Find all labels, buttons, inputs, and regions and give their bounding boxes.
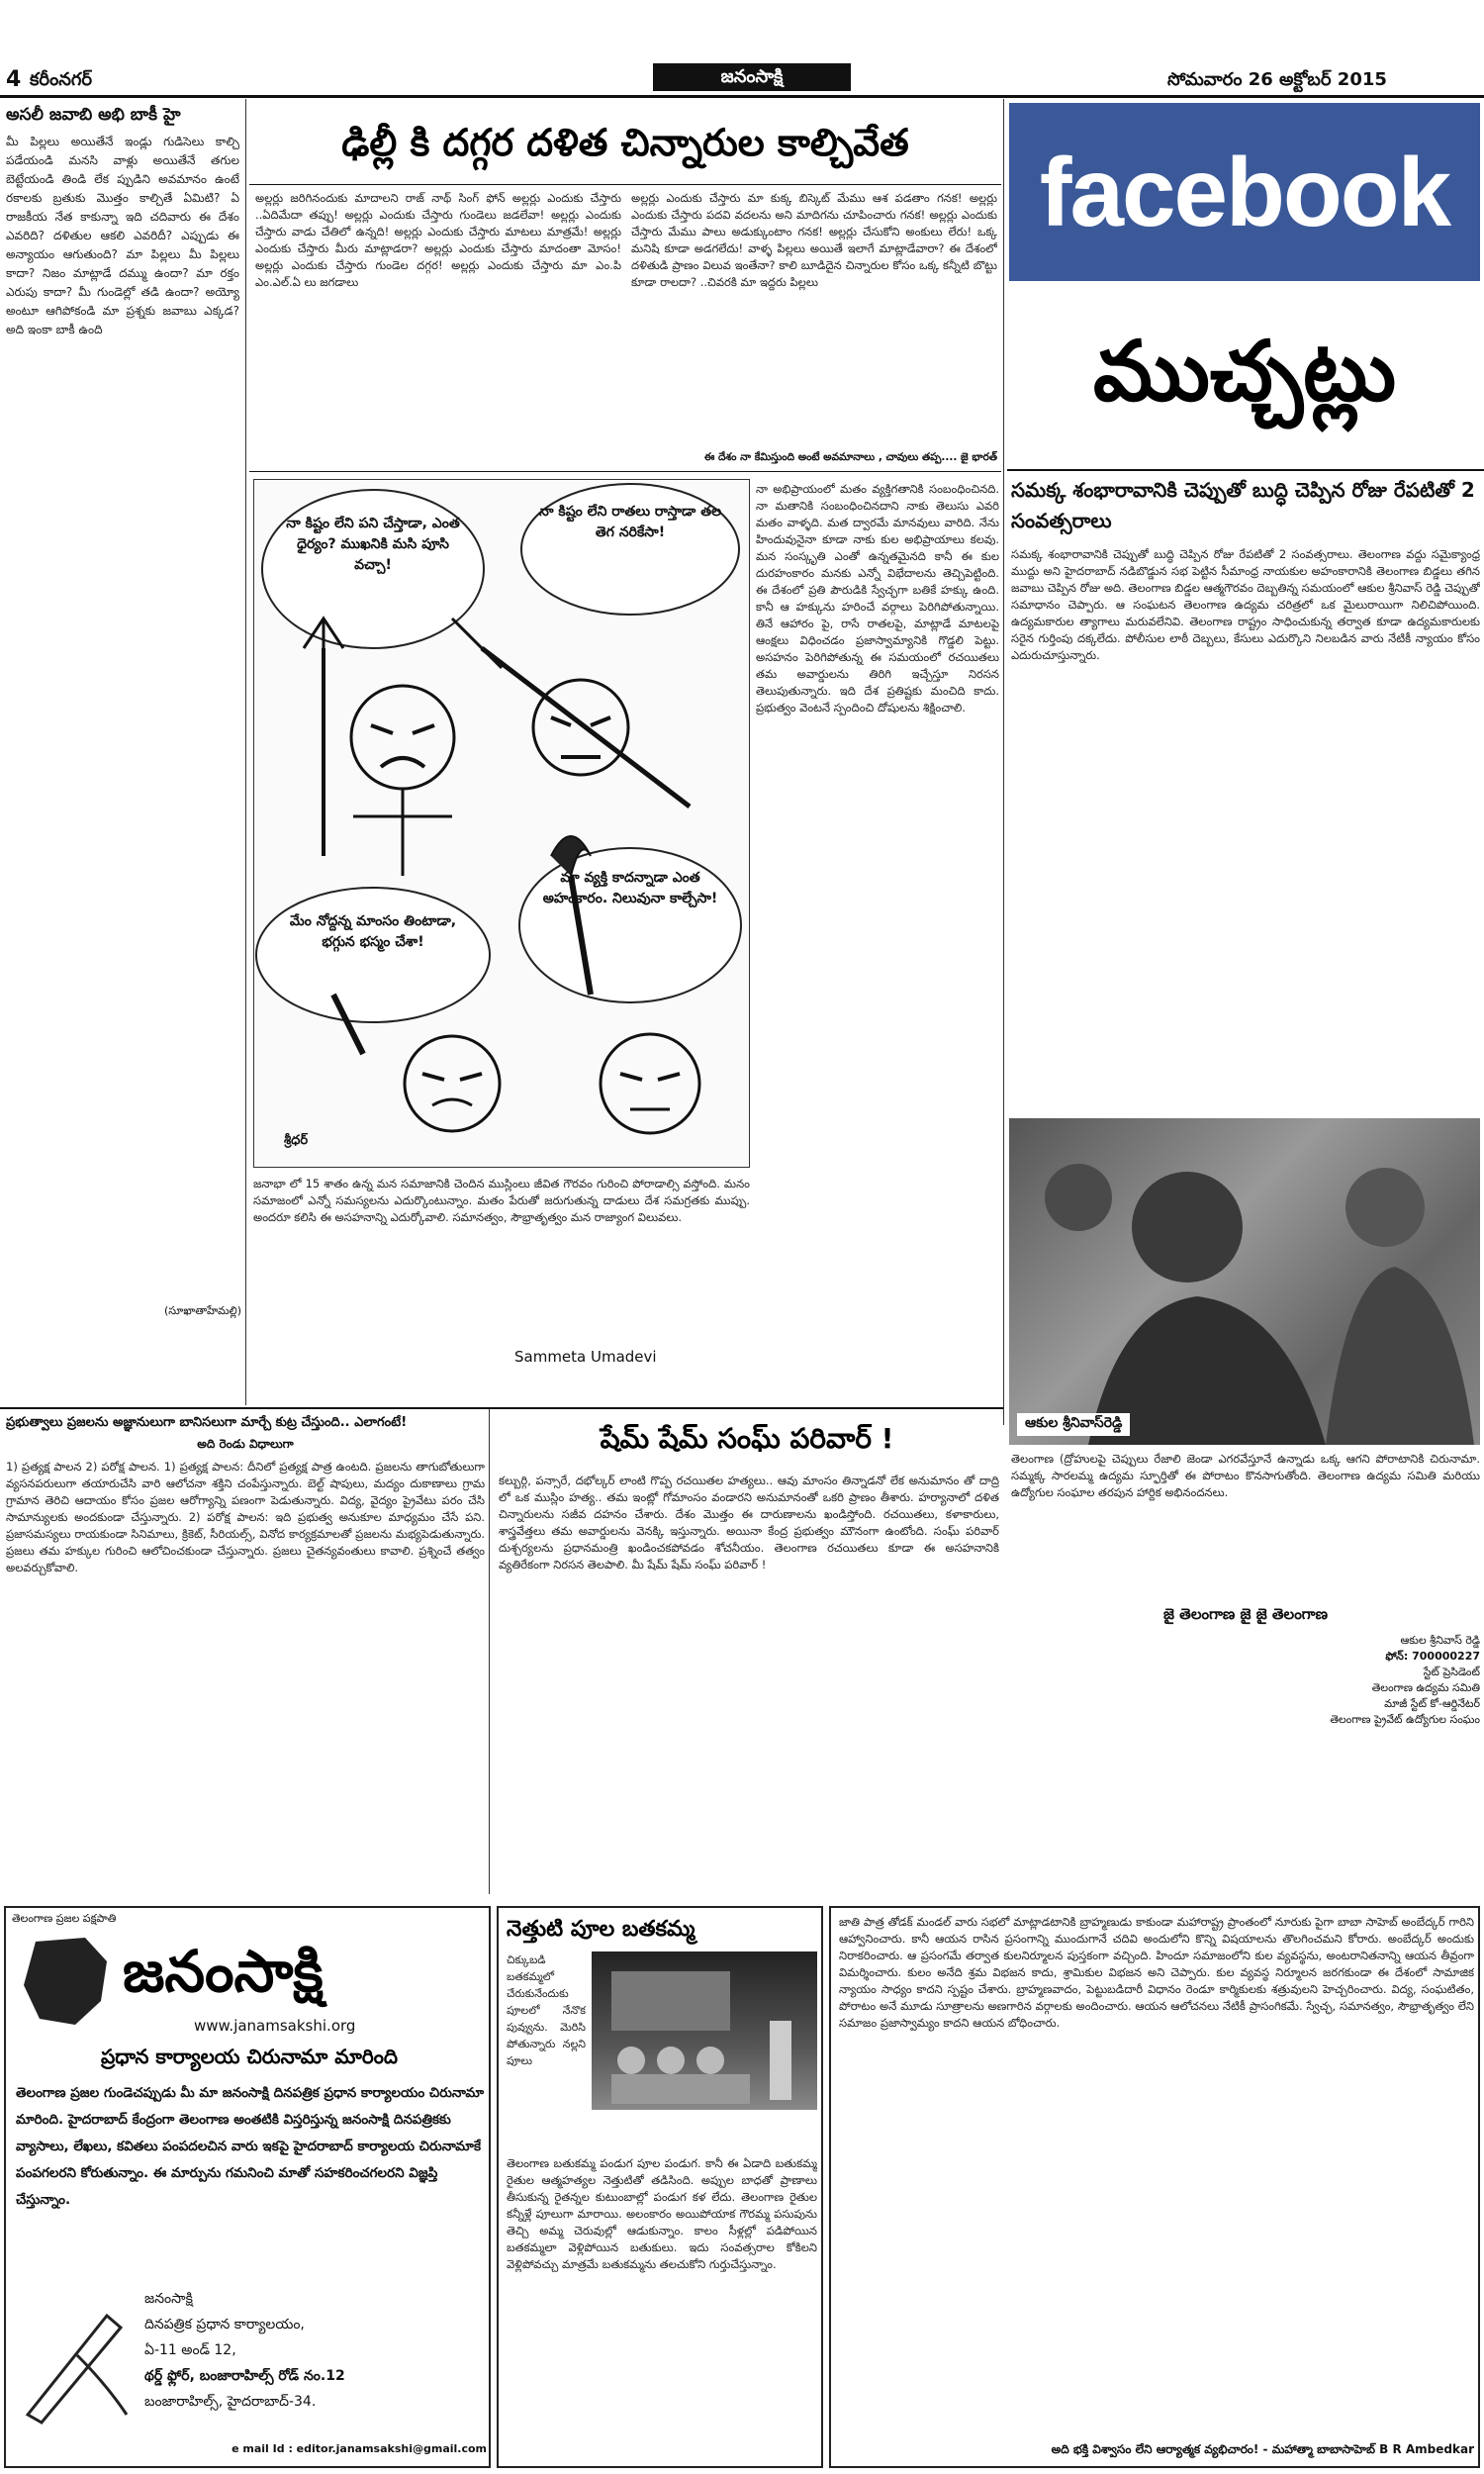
center-divider <box>1003 99 1004 1425</box>
samakka-signature <box>1227 1633 1480 1728</box>
photo-silhouette <box>1009 1118 1480 1445</box>
ad-address-line-5: బంజారాహిల్స్, హైదరాబాద్-34. <box>144 2394 317 2410</box>
page-number: 4 <box>6 67 22 92</box>
signature-line-4: తెలంగాణ ఉద్యమ సమితి <box>1371 1681 1480 1694</box>
signature-line-5: మాజీ స్టేట్ కో-ఆర్డినేటర్ <box>1384 1697 1480 1710</box>
cartoon-bubble-2: నా కిష్టం లేని రాతలు రాస్తాడా తల తెగ నరికేసా! <box>538 504 722 540</box>
top-article-col2: అల్లర్లు ఎందుకు చేస్తారు మా కుక్క బిస్కెట్ మేము ఆశ పడతాం గనక! అల్లర్లు ఎందుకు చేస్తారు పదవి వదలను అని మాదిగను చూపించారు గనక! అల్లర్లు ఎందుకు చేస్తారు మేము పాలు అడుక్కుంటాం గనక! అల్లర్లు చేసుకోని అంకులు లేరు! ఒక్క మనిషి కూడా అడగలేదు! వాళ్ళ పిల్లలు అయితే ఇలాగే మాట్లాడేవారా? ఈ దేశంలో దళితుడి ప్రాణం విలువ ఇంతేనా? కాలి బూడిదైన చిన్నారుల కోసం ఒక్క కన్నీటి బొట్టు కూడా రాలదా? ..చివరకి మా ఇద్దరు పిల్లలు <box>631 191 997 289</box>
lower-divider <box>489 1409 490 1894</box>
ad-top-tag: తెలంగాణ ప్రజల పక్షపాతి <box>12 1912 117 1925</box>
ad-headline: ప్రధాన కార్యాలయ చిరునామా మారింది <box>100 2045 398 2068</box>
facebook-logo: facebook <box>1009 103 1480 281</box>
cartoon-bubble-3: మేం నోద్దన్న మాంసం తింటాడా, భగ్గున భస్మం చేశా! <box>289 913 457 950</box>
headline-rule <box>249 184 1001 185</box>
ambedkar-article <box>829 1906 1480 2468</box>
signature-line-6: తెలంగాణ ప్రైవేట్ ఉద్యోగుల సంఘం <box>1330 1713 1480 1726</box>
signature-line-1: ఆకుల శ్రీనివాస్ రెడ్డి <box>1400 1634 1480 1647</box>
ad-email[interactable]: e mail Id : editor.janamsakshi@gmail.com <box>232 2442 487 2455</box>
sangh-headline: షేమ్ షేమ్ సంఘ్ పరివార్ ! <box>600 1422 894 1455</box>
top-article-tagline: ఈ దేశం నా కేమిస్తుంది అంటే అవమానాలు , చావులు తప్ప.... జై భారత్ <box>703 451 997 463</box>
bathukamma-headline: నెత్తుటి పూల బతకమ్మ <box>507 1917 696 1942</box>
facebook-rule <box>1007 469 1484 471</box>
srinivas-reddy-photo <box>1009 1118 1480 1445</box>
samakka-text-2: తెలంగాణ (ద్రోహులపై చెప్పులు రేజాలి జెండా ఎగరవేస్తూనే ఉన్నాడు ఒక్క ఆగని పోరాటానికి చిరునామా. సమ్మక్క సారలమ్మ ఉద్యమ స్ఫూర్తితో ఈ పోరాటం కొనసాగుతోంది. తెలంగాణ ఉద్యమ సమితి మరియు ఉద్యోగుల సంఘాల తరపున హార్దిక అభినందనలు. <box>1011 1452 1480 1499</box>
paper-name: జనంసాక్షి <box>720 66 784 87</box>
main-headline: ఢిల్లీ కి దగ్గర దళిత చిన్నారుల కాల్చివేత <box>341 121 909 164</box>
bottom-left-headline: ప్రభుత్వాలు ప్రజలను అజ్ఞానులుగా బానిసలుగా మార్చే కుట్ర చేస్తుంది.. ఎలాగంటే! <box>6 1415 408 1430</box>
left-column-divider <box>245 99 246 1405</box>
paper-logo-small <box>653 63 851 91</box>
ad-brand: జనంసాక్షి <box>123 1938 324 2005</box>
ad-address-line-3: ఏ-11 అండ్ 12, <box>144 2342 236 2358</box>
samakka-headline: సమక్క శంభారావానికి చెప్పుతో బుద్ధి చెప్పిన రోజు రేపటితో 2 సంవత్సరాలు <box>1011 478 1475 532</box>
top-article-rule <box>249 471 1001 472</box>
left-column-signature: (సూఖాతాహేమల్లి) <box>164 1304 241 1317</box>
signature-line-2: ఫోన్: 700000227 <box>1385 1650 1480 1663</box>
photo-caption: ఆకుల శ్రీనివాస్‌రెడ్డి <box>1017 1413 1130 1436</box>
bathukamma-intro: చిక్కుబడి బతకమ్మలో చేరుకునేందుకు పూలలో నేనొక పువ్వును. మెరిసి పోతున్నారు నల్లని పూలు <box>507 1953 586 2067</box>
left-column-title: అసలీ జవాబి అభి బాకీ హై <box>6 105 181 125</box>
pen-hand-icon <box>18 2296 137 2425</box>
middle-article-text: నా అభిప్రాయంలో మతం వ్యక్తిగతానికి సంబంధించినది. నా మతానికి సంబంధించినదాని నాకు తెలుసు ఎవరి మతం వాళ్ళది. మత ద్వారమే మానవులు వారిది. నేను హిందువునైనా కూడా నాకు కుల అభిప్రాయాలు కలవు. మన సంస్కృతి ఎంతో ఉన్నతమైనది కానీ ఈ కుల దురహంకారం మనకు ఎన్నో విభేదాలను తెచ్చిపెట్టింది. ఈ దేశంలో ప్రతి పౌరుడికి స్వేచ్ఛగా బతికే హక్కు ఉంది. కానీ ఆ హక్కును హరించే వర్గాలు పెరిగిపోతున్నాయి. తినే ఆహారం పై, రాసే రాతలపై, మాట్లాడే మాటలపై ఆంక్షలు విధించడం ప్రజాస్వామ్యానికి గొడ్డలి పెట్టు. అసహనం పెరిగిపోతున్న ఈ సమయంలో రచయితలు తమ అవార్డులను తిరిగి ఇచ్చేస్తూ నిరసన తెలుపుతున్నారు. ఇది దేశ ప్రతిష్టకు మంచిది కాదు. ప్రభుత్వం వెంటనే స్పందించి దోషులను శిక్షించాలి. <box>756 482 999 714</box>
ad-address-line-2: దినపత్రిక ప్రధాన కార్యాలయం, <box>144 2317 305 2332</box>
left-column-poem: మీ పిల్లలు అయితేనే ఇండ్లు గుడిసెలు కాల్చి పడేయండి మనసి వాళ్లు అయితేనే తగుల బెట్టేయండి తిండి లేక ప్పుడిని అవమానం ఉంటే రకాలకు బ్రతుకు మొత్తం కాల్చితే ఏమిటి? ఏ రాజకీయ నేత కాకున్నా ఇది చదివారు ఈ దేశం ఎవరిది? దళితుల ఆకలి ఎవరిదీ? ఎప్పుడు ఈ అన్యాయం ఆగుతుంది? మా పిల్లలు మీ పిల్లలు కాదా? నిజం మాట్లాడే దమ్ము ఉందా? మా రక్తం ఎరుపు కాదా? మీ గుండెల్లో తడి ఉందా? అయ్యో అంటూ ఆగిపోకండి మా ప్రశ్నకు జవాబు ఎక్కడ? అది ఇంకా బాకీ ఉంది <box>6 135 239 336</box>
ambedkar-text: జాతి పాత్ర తోడక్ మండల్ వారు సభలో మాట్లాడటానికి బ్రాహ్మణుడు కాకుండా మహారాష్ట్ర ప్రాంతంలో నూరుకు పైగా బాబా సాహెబ్ అంబేద్కర్ గారిని ఆహ్వానించారు. కానీ ఆయన రాసిన ప్రసంగాన్ని ముందుగానే చదివి అందులోని కొన్ని విషయాలను తొలగించమని కోరారు. అంబేద్కర్ అందుకు నిరాకరించారు. ఆ ప్రసంగమే తర్వాత కులనిర్మూలన పుస్తకంగా వచ్చింది. హిందూ సమాజంలోని కుల వ్యవస్థను, అంటరానితనాన్ని ఆయన తీవ్రంగా విమర్శించారు. కులం అనేది శ్రమ విభజన కాదు, శ్రామికుల విభజన అని చెప్పారు. కుల వ్యవస్థ నిర్మూలన జరగకుండా ఈ దేశంలో సామాజిక న్యాయం సాధ్యం కాదని స్పష్టం చేశారు. బ్రాహ్మణవాదం, పెట్టుబడిదారీ విధానం రెండూ కార్మికులకు శత్రువులని హెచ్చరించారు. విద్య, సంఘటితం, పోరాటం అనే మూడు సూత్రాలను అణగారిన వర్గాలకు అందించారు. ఆయన ఆలోచనలు నేటికీ ప్రాసంగికమే. స్వేచ్ఛ, సమానత్వం, సౌభ్రాతృత్వం లేని సమాజం ప్రజాస్వామ్యం కాదని ఆయన బోధించారు. <box>839 1915 1474 2030</box>
bottom-left-text: 1) ప్రత్యక్ష పాలన 2) పరోక్ష పాలన. 1) ప్రత్యక్ష పాలన: దీనిలో ప్రత్యక్ష పాత్ర ఉంటది. ప్రజలను తాగుబోతులుగా వ్యసనపరులుగా తయారుచేసి వారి ఆలోచనా శక్తిని చంపేస్తున్నారు. బెల్ట్ షాపులు, మద్యం దుకాణాలు గ్రామ గ్రామాన తెరిచి ఆదాయం కోసం ప్రజల ఆరోగ్యాన్ని పణంగా పెడుతున్నారు. విద్య, వైద్యం ప్రైవేటు పరం చేసి సామాన్యులకు అందకుండా చేస్తున్నారు. 2) పరోక్ష పాలన: ఇది ప్రభుత్వ అనుకూల మాధ్యమం చేసే పని. ప్రజాసమస్యలు రాయకుండా సినిమాలు, క్రికెట్, సీరియల్స్, వినోద కార్యక్రమాలతో ప్రజలను మభ్యపెడుతున్నారు. ప్రజలు తమ హక్కుల గురించి ఆలోచించకుండా చేస్తున్నారు. ప్రజలు చైతన్యవంతులు కావాలి. ప్రశ్నించే తత్వం అలవర్చుకోవాలి. <box>6 1460 485 1574</box>
ad-url[interactable]: www.janamsakshi.org <box>194 2017 356 2035</box>
section-name: కరీంనగర్ <box>30 69 92 90</box>
bathukamma-photo <box>592 1951 817 2110</box>
bathukamma-text: తెలంగాణ బతుకమ్మ పండుగ పూల పండుగ. కానీ ఈ ఏడాది బతుకమ్మ రైతుల ఆత్మహత్యల నెత్తుటితో తడిసింది. అప్పుల బాధతో ప్రాణాలు తీసుకున్న రైతన్నల కుటుంబాల్లో పండుగ కళ లేదు. తెలంగాణ రైతుల కన్నీళ్లే పూలుగా మారాయి. అలంకారం అయిపోయాక గౌరమ్మ పసుపును తెచ్చి అమ్మ చెరువుల్లో ఆడుకున్నాం. కాలం సీళ్లల్లో పడిపోయిన బతకమ్మలా వెళ్లిపోయిన బతుకులు. ఇదు సంవత్సరాల కోకిలని వెళ్లిపోవచ్చు మాత్రమే బతుకమ్మను తలచుకోని గుర్తుచేస్తున్నాం. <box>507 2156 817 2271</box>
samakka-slogan: జై తెలంగాణ జై జై తెలంగాణ <box>1162 1605 1328 1623</box>
ad-address-line-4: థర్డ్ ఫ్లోర్, బంజారాహిల్స్ రోడ్ నం.12 <box>144 2368 345 2384</box>
editorial-cartoon <box>253 479 750 1168</box>
masthead <box>0 0 1484 95</box>
janamsakshi-ad <box>4 1906 491 2468</box>
cartoon-bubble-4: మా వ్యక్తి కాదన్నాడా ఎంత అహంకారం. నిలువునా కాల్చేసా! <box>542 870 718 906</box>
cartoon-bubble-1: నా కిష్టం లేని పని చేస్తాడా, ఎంత ధైర్యం? ముఖనికి మసి పూసి వచ్చా! <box>286 516 460 573</box>
telangana-map-icon <box>16 1932 115 2031</box>
lower-section-rule <box>0 1407 1003 1409</box>
ambedkar-quote: అది భక్తి విశ్వాసం లేని ఆర్యాత్మక వ్యభిచారం! - మహాత్మా బాబాసాహెబ్ B R Ambedkar <box>1051 2442 1474 2456</box>
issue-date: సోమవారం 26 అక్టోబర్ 2015 <box>1167 69 1387 90</box>
ad-address-line-1: జనంసాక్షి <box>144 2291 193 2307</box>
facebook-section-title: ముచ్చట్లు <box>1092 323 1397 420</box>
middle-article-author: Sammeta Umadevi <box>514 1348 657 1366</box>
cartoon-artist: శ్రీధర్ <box>284 1133 309 1148</box>
ad-address <box>144 2286 481 2415</box>
top-article-col1: అల్లర్లు జరిగినందుకు మాదాలని రాజ్ నాథ్ సింగ్ ఫోన్ అల్లర్లు ఎందుకు చేస్తారు ..ఏదిమేదా తప్పు! అల్లర్లు ఎందుకు చేస్తారు గుండెలు జడలేవా! అల్లర్లు ఎందుకు చేస్తారు వాడు చేతిలో ఉన్నది! అల్లర్లు ఎందుకు చేస్తారు మాటలు మాత్రమే! అల్లర్లు ఎందుకు చేస్తారు మీరు మాట్లాడరా? అల్లర్లు ఎందుకు చేస్తారు మాదంతా మోసం! అల్లర్లు ఎందుకు చేస్తారు గుండెల దగ్గర! అల్లర్లు ఎందుకు చేస్తారు మా ఎం.పి ఎం.ఎల్.ఏ లు జగడాలు <box>255 191 621 289</box>
sangh-text: కల్బుర్గి, పన్సారే, దభోల్కర్ లాంటి గొప్ప రచయితల హత్యలు.. ఆవు మాంసం తిన్నాడనో లేక అనుమానం తో దాద్రి లో ఒక ముస్లిం హత్య.. తమ ఇంట్లో గోమాంసం వండారని అనుమానంతో ఒకరి ప్రాణం తీశారు. హర్యానాలో దళిత చిన్నారులను సజీవ దహనం చేశారు. దేశం మొత్తం ఈ దారుణాలను ఖండిస్తోంది. రచయితలు, కళాకారులు, శాస్త్రవేత్తలు తమ అవార్డులను వెనక్కి ఇస్తున్నారు. అయినా కేంద్ర ప్రభుత్వం మౌనంగా ఉంటోంది. సంఘ్ పరివార్ దుశ్చర్యలను ప్రధానమంత్రి ఖండించకపోవడం శోచనీయం. తెలంగాణ రచయితలు కూడా ఈ అసహనానికి వ్యతిరేకంగా నిరసన తెలపాలి. మీ షేమ్ షేమ్ సంఘ్ పరివార్ ! <box>499 1474 999 1571</box>
masthead-rule <box>0 95 1484 98</box>
signature-line-3: స్టేట్ ప్రెసిడెంట్ <box>1423 1665 1480 1678</box>
samakka-text: సమక్క శంభారావానికి చెప్పుతో బుద్ధి చెప్పిన రోజు రేపటితో 2 సంవత్సరాలు. తెలంగాణ వద్దు సమైక్యాంధ్ర ముద్దు అని హైదరాబాద్ నడిబొడ్డున సభ పెట్టిన సీమాంధ్ర నాయకుల అహంకారానికి తెలంగాణ బిడ్డలు తగిన జవాబు చెప్పిన రోజు అది. తెలంగాణ బిడ్డల ఆత్మగౌరవం దెబ్బతిన్న సమయంలో ఆకుల శ్రీనివాస్ రెడ్డి చెప్పుతో సమాధానం చెప్పారు. ఆ సంఘటన తెలంగాణ ఉద్యమ చరిత్రలో ఒక మైలురాయిగా నిలిచిపోయింది. ఉద్యమకారుల త్యాగాలు మరువలేనివి. తెలంగాణ రాష్ట్రం సాధించుకున్న తర్వాత కూడా ఉద్యమకారులకు సరైన గుర్తింపు దక్కలేదు. పోలీసుల లాఠీ దెబ్బలు, కేసులు ఎదుర్కొని నిలబడిన వారు నేటికీ న్యాయం కోసం ఎదురుచూస్తున్నారు. <box>1011 547 1480 662</box>
ad-body: తెలంగాణ ప్రజల గుండెచప్పుడు మీ మా జనంసాక్షి దినపత్రిక ప్రధాన కార్యాలయం చిరునామా మారింది. హైదరాబాద్ కేంద్రంగా తెలంగాణ అంతటికి విస్తరిస్తున్న జనంసాక్షి దినపత్రికకు వ్యాసాలు, లేఖలు, కవితలు పంపదలచిన వారు ఇకపై హైదరాబాద్ కార్యాలయ చిరునామాకే పంపగలరని కోరుతున్నాం. ఈ మార్పును గమనించి మాతో సహకరించగలరని విజ్ఞప్తి చేస్తున్నాం. <box>16 2085 485 2208</box>
middle-article-bottom-text: జనాభా లో 15 శాతం ఉన్న మన సమాజానికి చెందిన ముస్లింలు జీవిత గౌరవం గురించి పోరాడాల్సి వస్తోంది. మనం సమాజంలో ఎన్నో సమస్యలను ఎదుర్కొంటున్నాం. మతం పేరుతో జరుగుతున్న దాడులు దేశ సమగ్రతకు ముప్పు. అందరూ కలిసి ఈ అసహనాన్ని ఎదుర్కోవాలి. సమానత్వం, సౌభ్రాతృత్వం మన రాజ్యాంగ విలువలు. <box>253 1177 750 1224</box>
bathukamma-article <box>497 1906 823 2468</box>
bottom-left-subhead: అది రెండు విధాలుగా <box>197 1437 294 1451</box>
